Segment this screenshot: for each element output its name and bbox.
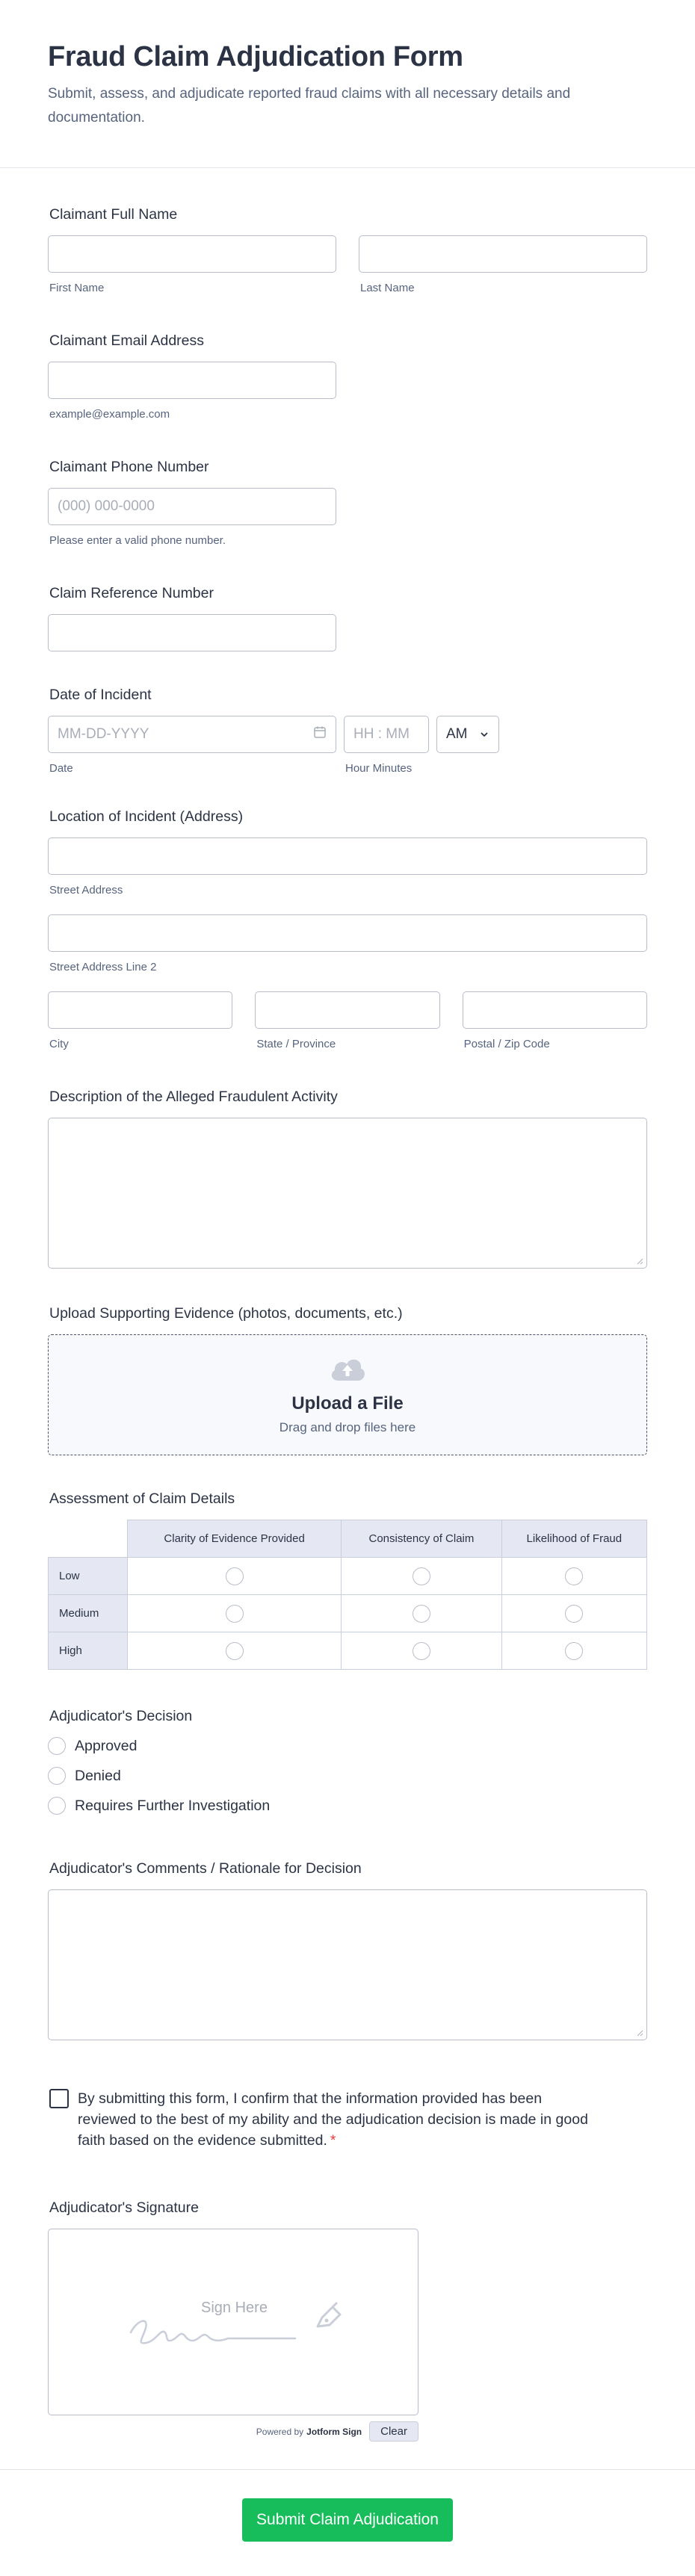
- time-sublabel: Hour Minutes: [345, 762, 413, 775]
- matrix-radio[interactable]: [226, 1605, 244, 1623]
- date-input[interactable]: [48, 716, 336, 753]
- phone-field: [48, 456, 647, 547]
- required-asterisk: *: [330, 2132, 336, 2149]
- street-address-line2-sublabel: Street Address Line 2: [49, 961, 157, 973]
- signature-footer: [48, 2421, 418, 2442]
- phone-label: Claimant Phone Number: [49, 459, 209, 475]
- signature-field: [48, 2197, 647, 2442]
- full-name-field: [48, 204, 647, 294]
- comments-textarea[interactable]: [48, 1889, 647, 2040]
- state-input[interactable]: [255, 991, 439, 1029]
- decision-option-label: Approved: [75, 1737, 138, 1754]
- location-label: Location of Incident (Address): [49, 808, 244, 825]
- date-sublabel: Date: [49, 762, 73, 775]
- consent-checkbox[interactable]: [49, 2089, 69, 2108]
- phone-sublabel: Please enter a valid phone number.: [49, 534, 226, 547]
- decision-option-further-investigation[interactable]: [48, 1791, 647, 1821]
- zip-input[interactable]: [463, 991, 647, 1029]
- clear-signature-button[interactable]: Clear: [369, 2421, 418, 2442]
- matrix-radio[interactable]: [413, 1567, 430, 1585]
- upload-subtitle: Drag and drop files here: [279, 1419, 416, 1434]
- consent-text: By submitting this form, I confirm that the information provided has been reviewed to the best of my ability and the adjudication decision is made in good faith based on the evidence submitted.: [78, 2090, 588, 2149]
- claim-reference-input[interactable]: [48, 614, 336, 651]
- zip-sublabel: Postal / Zip Code: [463, 1038, 550, 1050]
- matrix-radio[interactable]: [226, 1642, 244, 1660]
- first-name-sublabel: First Name: [49, 282, 105, 294]
- decision-field: [48, 1706, 647, 1821]
- matrix-row-label: Low: [49, 1558, 128, 1595]
- matrix-row-low: [49, 1558, 647, 1595]
- street-address-line2-input[interactable]: [48, 914, 647, 952]
- decision-option-label: Denied: [75, 1767, 121, 1784]
- matrix-row-label: Medium: [49, 1595, 128, 1632]
- decision-option-approved[interactable]: [48, 1731, 647, 1761]
- assessment-label: Assessment of Claim Details: [49, 1490, 235, 1507]
- email-label: Claimant Email Address: [49, 332, 204, 349]
- matrix-radio[interactable]: [413, 1605, 430, 1623]
- chevron-down-icon: [479, 726, 489, 743]
- decision-option-denied[interactable]: [48, 1761, 647, 1791]
- state-sublabel: State / Province: [256, 1038, 336, 1050]
- radio-button[interactable]: [48, 1737, 66, 1755]
- decision-label: Adjudicator's Decision: [49, 1708, 193, 1724]
- matrix-column-header: Consistency of Claim: [342, 1520, 501, 1558]
- sign-here-placeholder: Sign Here: [201, 2300, 268, 2316]
- description-textarea[interactable]: [48, 1118, 647, 1269]
- street-address-sublabel: Street Address: [49, 884, 123, 897]
- description-label: Description of the Alleged Fraudulent Activity: [49, 1089, 338, 1105]
- radio-button[interactable]: [48, 1767, 66, 1785]
- phone-input[interactable]: [48, 488, 336, 525]
- decision-option-label: Requires Further Investigation: [75, 1797, 271, 1814]
- form-subtitle: Submit, assess, and adjudicate reported fraud claims with all necessary details and documentation.: [48, 86, 571, 126]
- cloud-upload-icon: [328, 1355, 367, 1386]
- resize-handle-icon[interactable]: [636, 2029, 643, 2037]
- date-label: Date of Incident: [49, 687, 152, 703]
- signature-pad[interactable]: [48, 2229, 418, 2415]
- ampm-value: AM: [446, 726, 468, 742]
- date-field: [48, 684, 647, 775]
- calendar-icon[interactable]: [313, 725, 327, 743]
- consent-field: [49, 2088, 647, 2151]
- matrix-row-high: [49, 1632, 647, 1670]
- resize-handle-icon[interactable]: [636, 1257, 643, 1265]
- comments-label: Adjudicator's Comments / Rationale for Decision: [49, 1860, 362, 1877]
- matrix-column-header: Likelihood of Fraud: [501, 1520, 646, 1558]
- pen-nib-icon: [313, 2301, 346, 2335]
- city-input[interactable]: [48, 991, 232, 1029]
- upload-dropzone[interactable]: [48, 1334, 647, 1455]
- form-body: [0, 204, 695, 2442]
- time-placeholder: HH : MM: [353, 726, 410, 742]
- assessment-matrix: [48, 1520, 647, 1670]
- first-name-input[interactable]: [48, 235, 336, 273]
- claim-reference-field: [48, 583, 647, 651]
- form-header: [0, 0, 695, 168]
- comments-field: [48, 1858, 647, 2040]
- email-sublabel: example@example.com: [49, 408, 170, 421]
- phone-placeholder: (000) 000-0000: [58, 498, 155, 514]
- matrix-radio[interactable]: [565, 1567, 583, 1585]
- matrix-radio[interactable]: [413, 1642, 430, 1660]
- matrix-row-medium: [49, 1595, 647, 1632]
- time-input[interactable]: [344, 716, 429, 753]
- jotform-sign-brand: Jotform Sign: [306, 2426, 362, 2437]
- last-name-input[interactable]: [359, 235, 647, 273]
- upload-label: Upload Supporting Evidence (photos, documents, etc.): [49, 1305, 403, 1322]
- upload-title: Upload a File: [291, 1393, 404, 1414]
- radio-button[interactable]: [48, 1797, 66, 1815]
- matrix-row-label: High: [49, 1632, 128, 1670]
- location-field: [48, 806, 647, 1050]
- signature-label: Adjudicator's Signature: [49, 2199, 199, 2216]
- form-title: Fraud Claim Adjudication Form: [48, 41, 463, 72]
- powered-by-label: Powered by: [256, 2426, 304, 2437]
- matrix-radio[interactable]: [226, 1567, 244, 1585]
- assessment-field: [48, 1488, 647, 1670]
- description-field: [48, 1086, 647, 1269]
- email-input[interactable]: [48, 362, 336, 399]
- city-sublabel: City: [49, 1038, 69, 1050]
- matrix-radio[interactable]: [565, 1605, 583, 1623]
- upload-field: [48, 1303, 647, 1455]
- claim-reference-label: Claim Reference Number: [49, 585, 214, 601]
- full-name-label: Claimant Full Name: [49, 206, 178, 223]
- last-name-sublabel: Last Name: [360, 282, 415, 294]
- email-field: [48, 330, 647, 421]
- form-footer: [0, 2469, 695, 2576]
- ampm-select[interactable]: [436, 716, 499, 753]
- submit-button[interactable]: Submit Claim Adjudication: [242, 2498, 453, 2542]
- matrix-column-header: Clarity of Evidence Provided: [128, 1520, 342, 1558]
- street-address-input[interactable]: [48, 837, 647, 875]
- matrix-radio[interactable]: [565, 1642, 583, 1660]
- date-placeholder: MM-DD-YYYY: [58, 726, 149, 742]
